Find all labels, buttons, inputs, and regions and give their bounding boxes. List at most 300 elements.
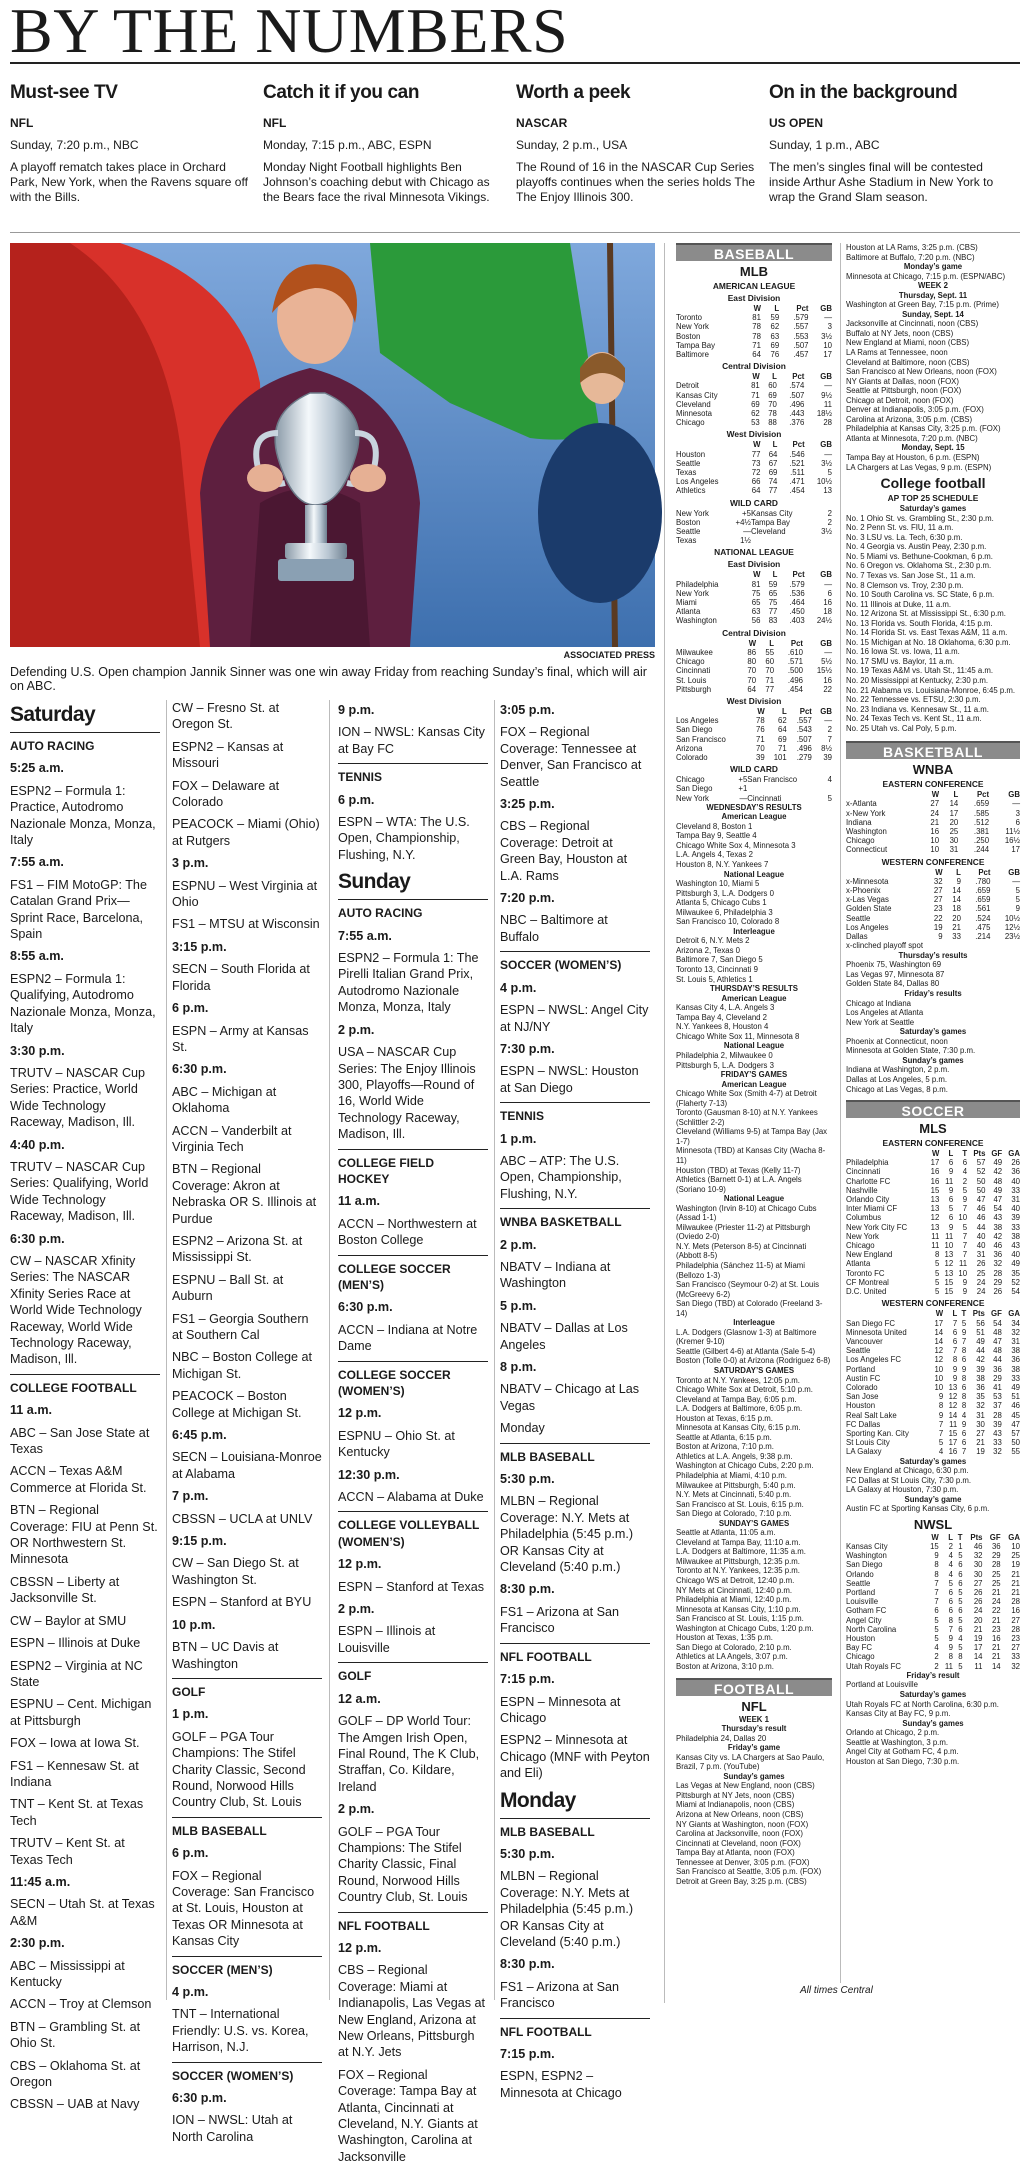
standings-cell: 9 (956, 876, 961, 886)
standings-row (676, 350, 832, 359)
standings-cell: .553 (793, 331, 809, 341)
standings-cell: 28 (993, 1268, 1003, 1278)
standings-cell: 57 (1011, 1428, 1020, 1438)
listing: TRUTV – NASCAR Cup Series: Practice, World Wide Technology Raceway, Madison, Ill. (10, 1065, 146, 1130)
standings-row (676, 735, 832, 744)
standings-cell: Colorado (846, 1382, 878, 1392)
results-line: L.A. Dodgers (Glasnow 1-3) at Baltimore (Kremer 9-10) (676, 1327, 817, 1347)
standings-cell: 50 (1011, 1438, 1020, 1448)
results-line: No. 21 Alabama vs. Louisiana-Monroe, 6:45 p.m. (846, 685, 1016, 695)
standings-cell: 25 (1011, 1551, 1020, 1561)
wild-card-cell: New York (676, 793, 709, 803)
results-line: Pittsburgh at NY Jets, noon (CBS) (676, 1790, 795, 1800)
sport-heading: TENNIS (338, 763, 488, 785)
standings-cell: 6 (952, 1327, 958, 1337)
standings-cell: 46 (973, 1542, 983, 1552)
results-subheading: Friday’s result (906, 1670, 960, 1680)
time-slot: 11 a.m. (10, 1403, 53, 1418)
division-heading: Central Division (722, 627, 786, 638)
results-line: Houston at Texas, 6:15 p.m. (676, 1413, 773, 1423)
standings-cell: .579 (789, 579, 805, 589)
standings-cell: 16 (930, 1176, 940, 1186)
standings-cell: 36 (976, 1382, 985, 1392)
standings-cell: .659 (975, 895, 991, 905)
standings-header-cell: Pct (790, 638, 804, 648)
standings-cell: 12½ (1004, 922, 1020, 932)
standings-cell: San Diego FC (846, 1318, 895, 1328)
standings-cell: 47 (976, 1195, 986, 1205)
standings-cell: 10 (944, 1241, 954, 1251)
standings-cell: 6 (961, 1355, 967, 1365)
standings-cell: Toronto (676, 313, 703, 323)
standings-cell: 35 (976, 1392, 985, 1402)
standings-row (846, 1204, 1020, 1213)
standings-header-cell: W (931, 790, 940, 800)
standings-row (676, 716, 832, 725)
standings-header-cell: T (962, 1149, 968, 1159)
standings-row (846, 1158, 1020, 1167)
standings-cell: 10½ (1004, 913, 1020, 923)
standings-cell: Kansas City (676, 390, 718, 400)
results-subheading: Sunday, Sept. 14 (902, 309, 964, 319)
results-line: LA Rams at Tennessee, noon (846, 348, 948, 358)
results-line: Athletics at L.A. Angels, 9:38 p.m. (676, 1451, 793, 1461)
standings-cell: .561 (975, 904, 991, 914)
standings-cell: 24 (930, 808, 940, 818)
standings-row (846, 1652, 1020, 1661)
results-line: Phoenix 75, Washington 69 (846, 960, 942, 970)
standings-cell: 41 (993, 1382, 1002, 1392)
standings-cell: 9 (948, 1185, 954, 1195)
sport-heading: MLB BASEBALL (500, 1818, 650, 1840)
listing: BTN – Regional Coverage: Akron at Nebraska OR S. Illinois at Purdue (172, 1162, 317, 1226)
sport-heading: COLLEGE FOOTBALL (10, 1374, 160, 1396)
listing: CBS – Regional Coverage: Detroit at Green Bay, Houston at L.A. Rams (500, 819, 628, 883)
standings-cell: 20 (952, 913, 961, 923)
standings-header-blank (676, 570, 743, 579)
results-line: No. 1 Ohio St. vs. Grambling St., 2:30 p.m. (846, 513, 994, 523)
standings-cell: 6 (948, 1606, 954, 1616)
standings-cell: 16 (823, 675, 832, 685)
standings-row (846, 1250, 1020, 1259)
standings-header-row (676, 707, 832, 716)
standings-cell: 11 (959, 1259, 968, 1269)
results-line: Milwaukee 6, Philadelphia 3 (676, 907, 773, 917)
standings-cell: 39 (823, 752, 832, 762)
standings-header-cell: GF (989, 1532, 1001, 1542)
standings-cell: 10½ (816, 477, 832, 487)
standings-header-cell: W (757, 706, 765, 716)
standings-cell: 32 (973, 1551, 983, 1561)
standings-cell: 81 (751, 579, 761, 589)
standings-cell: Texas (676, 468, 697, 478)
results-line: No. 25 Utah vs. Cal Poly, 5 p.m. (846, 723, 957, 733)
standings-header-cell: W (931, 1532, 939, 1542)
standings-cell: 10 (958, 1268, 968, 1278)
time-slot: 7:15 p.m. (500, 2047, 555, 2061)
standings-cell: 64 (752, 350, 761, 360)
standings-header-cell: GB (820, 440, 832, 450)
standings-cell: 5 (948, 1204, 954, 1214)
standings-cell: Arizona (676, 743, 703, 753)
standings-cell: 9 (948, 1643, 954, 1653)
standings-row (846, 1597, 1020, 1606)
standings-cell: 23 (991, 1624, 1001, 1634)
results-line: Angel City at Gotham FC, 4 p.m. (846, 1747, 959, 1757)
listing: SECN – Louisiana-Monroe at Alabama (172, 1450, 322, 1481)
time-slot: 9 p.m. (338, 703, 375, 717)
standings-cell: 8 (938, 1401, 944, 1411)
time-slot: 3:25 p.m. (500, 797, 555, 812)
standings-table (676, 707, 832, 762)
results-line: No. 5 Miami vs. Bethune-Cookman, 6 p.m. (846, 551, 993, 561)
standings-row (846, 845, 1020, 854)
standings-row (846, 1606, 1020, 1615)
standings-cell: 6 (934, 1606, 939, 1616)
standings-cell: CF Montreal (846, 1277, 889, 1287)
results-block (676, 1715, 832, 1887)
wild-card-cell: Cleveland (750, 527, 786, 537)
wild-card-cell: 2 (827, 508, 832, 518)
standings-cell: .557 (793, 322, 809, 332)
standings-cell: — (824, 647, 832, 657)
standings-cell: 67 (768, 458, 778, 468)
results-line: Seattle (Gilbert 4-6) at Atlanta (Sale 5-4) (676, 1346, 816, 1356)
standings-row (846, 923, 1020, 932)
standings-row (846, 1570, 1020, 1579)
standings-cell: 14 (952, 895, 961, 905)
listing: ABC – San Jose State at Texas (10, 1425, 150, 1457)
wild-card-cell: San Diego (676, 784, 713, 794)
standings-table (676, 372, 832, 427)
time-slot: 12 p.m. (338, 1557, 382, 1572)
standings-header-cell: Pts (973, 1149, 986, 1159)
results-line: No. 14 Florida St. vs. East Texas A&M, 11 a.m. (846, 628, 1008, 638)
photo-sinner-trophy (10, 243, 655, 647)
standings-cell: .496 (789, 399, 805, 409)
standings-cell: New York City FC (846, 1222, 908, 1232)
standings-cell: 74 (768, 477, 778, 487)
standings-cell: 17 (973, 1643, 983, 1653)
standings-row (846, 1177, 1020, 1186)
standings-cell: .507 (789, 390, 805, 400)
standings-cell: 16 (930, 1167, 940, 1177)
standings-header-cell: GB (820, 304, 832, 313)
results-line: No. 24 Texas Tech vs. Kent St., 11 a.m. (846, 714, 982, 724)
time-slot: 6:30 p.m. (172, 2091, 227, 2106)
results-subheading: SUNDAY’S GAMES (718, 1518, 790, 1528)
results-line: St. Louis 5, Athletics 1 (676, 974, 753, 984)
standings-cell: 43 (1011, 1241, 1020, 1251)
standings-header-row (846, 868, 1020, 877)
results-line: N.Y. Yankees 8, Houston 4 (676, 1022, 769, 1032)
standings-cell: .780 (975, 876, 991, 886)
results-subheading: SATURDAY’S GAMES (713, 1366, 795, 1375)
results-line: Athletics at LA Angels, 3:07 p.m. (676, 1652, 788, 1662)
standings-cell: 14 (952, 886, 961, 896)
time-slot: 1 p.m. (172, 1707, 209, 1722)
standings-cell: 49 (976, 1336, 985, 1346)
wild-card-cell: Cincinnati (747, 793, 782, 803)
standings-cell: 39 (756, 752, 765, 762)
standings-cell: 3½ (821, 458, 832, 468)
listing: SECN – South Florida at Florida (172, 962, 310, 993)
standings-cell: 40 (1011, 1176, 1020, 1186)
results-line: Seattle at Atlanta, 6:15 p.m. (676, 1432, 772, 1442)
standings-cell: 46 (1011, 1401, 1020, 1411)
results-block (846, 504, 1020, 733)
standings-header-blank (846, 1149, 925, 1158)
standings-header-cell: GB (820, 638, 832, 648)
standings-cell: 33 (1011, 1373, 1020, 1383)
standings-cell: .579 (793, 313, 809, 323)
sport-heading: TENNIS (500, 1102, 650, 1124)
standings-cell: 8 (934, 1560, 939, 1570)
standings-cell: 8 (961, 1392, 967, 1402)
standings-cell: Washington (676, 616, 717, 626)
standings-cell: 36 (993, 1364, 1002, 1374)
standings-cell: 64 (778, 725, 787, 735)
standings-cell: 30 (949, 836, 959, 846)
results-subheading: Thursday’s result (721, 1724, 787, 1734)
standings-cell: 26 (973, 1597, 983, 1607)
standings-cell: 6 (948, 1195, 954, 1205)
standings-row (846, 1269, 1020, 1278)
standings-cell: 55 (1011, 1447, 1020, 1457)
standings-cell: 3 (1015, 808, 1020, 818)
standings-cell: .585 (973, 808, 990, 818)
ap-top25-heading: AP TOP 25 SCHEDULE (887, 493, 979, 504)
must-time: Sunday, 1 p.m., ABC (769, 138, 880, 152)
standings-cell: .524 (975, 913, 991, 923)
standings-cell: 23 (1011, 1634, 1020, 1644)
standings-header-blank (676, 639, 738, 648)
standings-header-blank (846, 1533, 924, 1542)
wild-card-table (676, 775, 832, 803)
football-header: FOOTBALL (676, 1678, 832, 1696)
listing: BTN – Grambling St. at Ohio St. (10, 2019, 141, 2051)
results-line: San Francisco at St. Louis, 6:15 p.m. (676, 1499, 804, 1509)
standings-row (846, 1392, 1020, 1401)
time-slot: 6:30 p.m. (338, 1300, 393, 1315)
must-desc: Monday Night Football highlights Ben Johnson’s coaching debut with Chicago as the Bears face the rival Minnesota Vikings. (263, 160, 490, 204)
standings-cell: 69 (770, 340, 780, 350)
standings-row (676, 477, 832, 486)
results-line: Cincinnati at Cleveland, noon (FOX) (676, 1838, 801, 1848)
listing: ACCN – Troy at Clemson (10, 1997, 152, 2012)
standings-cell: .536 (789, 588, 805, 598)
standings-cell: 8 (952, 1355, 958, 1365)
results-line: Cleveland 8, Boston 1 (676, 821, 753, 831)
standings-cell: 22 (991, 1606, 1001, 1616)
standings-cell: 6 (948, 1213, 954, 1223)
american-league-heading: AMERICAN LEAGUE (712, 281, 796, 291)
listing: FS1 – Arizona at San Francisco (500, 1604, 620, 1636)
results-line: Washington (Irvin 8-10) at Chicago Cubs (Assad 1-1) (676, 1203, 817, 1223)
on-in-background (769, 82, 1009, 205)
standings-cell: 21 (991, 1652, 1001, 1662)
standings-row (676, 589, 832, 598)
results-line: No. 6 Oregon vs. Oklahoma St., 2:30 p.m. (846, 561, 992, 571)
standings-header-blank (846, 790, 920, 799)
standings-cell: 50 (976, 1185, 986, 1195)
standings-row (846, 1429, 1020, 1438)
standings-cell: .571 (787, 657, 804, 667)
results-line: Kansas City 4, L.A. Angels 3 (676, 1003, 775, 1013)
results-line: New England at Miami, noon (CBS) (846, 338, 970, 348)
standings-cell: 5 (961, 1318, 967, 1328)
standings-header-cell: L (953, 790, 959, 800)
listing: TRUTV – NASCAR Cup Series: Qualifying, World Wide Technology Raceway, Madison, Ill. (10, 1159, 149, 1224)
standings-cell: Sporting Kan. City (846, 1428, 909, 1438)
standings-cell: Orlando City (846, 1195, 890, 1205)
standings-cell: 7 (962, 1231, 968, 1241)
listing: CW – San Diego St. at Washington St. (172, 1556, 299, 1587)
listing: ESPN – Stanford at Texas (338, 1579, 485, 1594)
standings-cell: 9 (934, 1551, 939, 1561)
results-subheading: Sunday’s games (902, 1055, 964, 1065)
wild-card-row (676, 509, 832, 518)
wild-card-cell: 2 (827, 517, 832, 527)
results-line: x-clinched playoff spot (846, 941, 924, 951)
results-line: Kansas City vs. LA Chargers at Sao Paulo, Brazil, 7 p.m. (YouTube) (676, 1752, 825, 1772)
sport-heading: SOCCER (MEN’S) (172, 1956, 322, 1978)
results-line: No. 16 Iowa St. vs. Iowa, 11 a.m. (846, 647, 960, 657)
results-line: LA Galaxy at Houston, 7:30 p.m. (846, 1485, 959, 1495)
standings-row (676, 322, 832, 331)
results-line: Chicago White Sox (Smith 4-7) at Detroit (Flaherty 7-13) (676, 1089, 817, 1108)
standings-cell: 17 (1011, 845, 1020, 855)
standings-row (846, 1374, 1020, 1383)
standings-cell: 59 (770, 313, 780, 323)
standings-cell: 11 (949, 1419, 958, 1429)
results-line: Chicago White Sox 4, Minnesota 3 (676, 840, 796, 850)
standings-cell: 52 (1011, 1277, 1020, 1287)
standings-cell: 16 (948, 1447, 958, 1457)
time-slot: 3:30 p.m. (10, 1043, 65, 1058)
standings-cell: 83 (768, 616, 778, 626)
standings-cell: Columbus (846, 1213, 882, 1223)
results-line: No. 10 South Carolina vs. SC State, 6 p.m. (846, 590, 995, 600)
standings-cell: 5 (958, 1597, 963, 1607)
standings-row (676, 450, 832, 459)
standings-cell: 8 (948, 1615, 954, 1625)
standings-cell: 62 (751, 409, 760, 419)
results-line: New York at Seattle (846, 1017, 915, 1027)
standings-cell: 63 (770, 331, 780, 341)
baseball-section (676, 243, 832, 1886)
standings-cell: 75 (768, 598, 778, 608)
listing: ACCN – Vanderbilt at Virginia Tech (172, 1123, 292, 1154)
results-line: Toronto at N.Y. Yankees, 12:35 p.m. (676, 1566, 800, 1576)
standings-cell: Toronto FC (846, 1268, 885, 1278)
time-slot: 4 p.m. (172, 1985, 209, 1999)
standings-cell: 6 (827, 588, 832, 598)
standings-cell: 5 (938, 1438, 944, 1448)
standings-row (846, 1579, 1020, 1588)
standings-cell: 4 (961, 1410, 967, 1420)
standings-cell: 32 (976, 1401, 985, 1411)
wild-card-cell: San Francisco (747, 775, 798, 785)
standings-cell: Chicago (846, 1652, 875, 1662)
standings-cell: 25 (991, 1569, 1001, 1579)
time-slot: 7:55 a.m. (338, 928, 392, 943)
standings-cell: Philadelphia (676, 579, 719, 589)
standings-row (846, 895, 1020, 904)
standings-cell: 38 (993, 1222, 1003, 1232)
listing: ABC – Michigan at Oklahoma (172, 1084, 277, 1116)
standings-cell: 15½ (816, 666, 832, 676)
standings-cell: — (1012, 799, 1020, 809)
results-subheading: National League (723, 869, 785, 879)
standings-row (846, 1319, 1020, 1328)
time-slot: 8:30 p.m. (500, 1582, 555, 1597)
results-line: Philadelphia at Miami, 4:10 p.m. (676, 1471, 787, 1481)
standings-cell: x-Atlanta (846, 799, 877, 809)
results-line: Denver at Indianapolis, 3:05 p.m. (FOX) (846, 405, 984, 415)
results-line: San Francisco at St. Louis, 1:15 p.m. (676, 1614, 804, 1624)
sport-heading: MLB BASEBALL (172, 1817, 322, 1839)
results-subheading: American League (721, 1079, 787, 1089)
standings-cell: 9 (938, 1410, 944, 1420)
standings-cell: 12 (948, 1401, 958, 1411)
results-line: Houston 8, N.Y. Yankees 7 (676, 860, 769, 870)
wild-card-cell: +4½ (735, 517, 751, 527)
standings-cell: 25 (949, 827, 959, 837)
results-line: Las Vegas at New England, noon (CBS) (676, 1781, 815, 1791)
standings-cell: FC Dallas (846, 1419, 881, 1429)
catch-it (263, 82, 503, 205)
standings-cell: 27 (933, 895, 943, 905)
must-network: US OPEN (769, 116, 824, 130)
listing: ESPN2 – Formula 1: Qualifying, Autodromo Nazionale Monza, Monza, Italy (10, 971, 156, 1036)
standings-header-row (676, 304, 832, 313)
standings-cell: 7 (827, 734, 832, 744)
wild-card-row (676, 536, 832, 545)
listing: GOLF – PGA Tour Champions: The Stifel Charity Classic, Second Round, Norwood Hills Country Club, St. Louis (172, 1729, 306, 1810)
listing: ESPN2 – Kansas at Missouri (172, 739, 284, 771)
standings-header-row (846, 1309, 1020, 1318)
standings-header-cell: W (748, 638, 757, 648)
standings-table (846, 868, 1020, 942)
time-slot: 11:45 a.m. (10, 1874, 71, 1889)
results-line: No. 12 Arizona St. at Mississippi St., 6:30 p.m. (846, 609, 1006, 619)
standings-cell: 14 (934, 1327, 944, 1337)
results-line: Orlando at Chicago, 2 p.m. (846, 1728, 940, 1738)
standings-cell: 5 (958, 1661, 963, 1671)
standings-cell: 44 (976, 1346, 985, 1356)
results-subheading: Saturday’s games (899, 1456, 967, 1466)
standings-cell: 86 (747, 647, 757, 657)
standings-cell: 2 (934, 1661, 939, 1671)
results-line: Atlanta 5, Chicago Cubs 1 (676, 898, 767, 908)
time-slot: 7:55 a.m. (10, 855, 64, 870)
results-line: No. 4 Georgia vs. Austin Peay, 2:30 p.m. (846, 542, 987, 552)
results-subheading: Saturday’s games (899, 504, 967, 514)
standings-cell: 46 (976, 1213, 986, 1223)
time-slot: 2:30 p.m. (10, 1936, 65, 1951)
standings-row (846, 1588, 1020, 1597)
standings-cell: 11 (944, 1661, 954, 1671)
listing: ION – NWSL: Kansas City at Bay FC (338, 725, 485, 756)
standings-cell: 28 (1011, 1597, 1020, 1607)
must-heading: Must-see TV (10, 82, 118, 103)
standings-cell: 12 (934, 1346, 944, 1356)
standings-cell: 56 (976, 1318, 985, 1328)
time-slot: 12 p.m. (338, 1940, 382, 1955)
results-subheading: Sunday’s games (902, 1718, 964, 1728)
standings-cell: 24½ (816, 616, 832, 626)
